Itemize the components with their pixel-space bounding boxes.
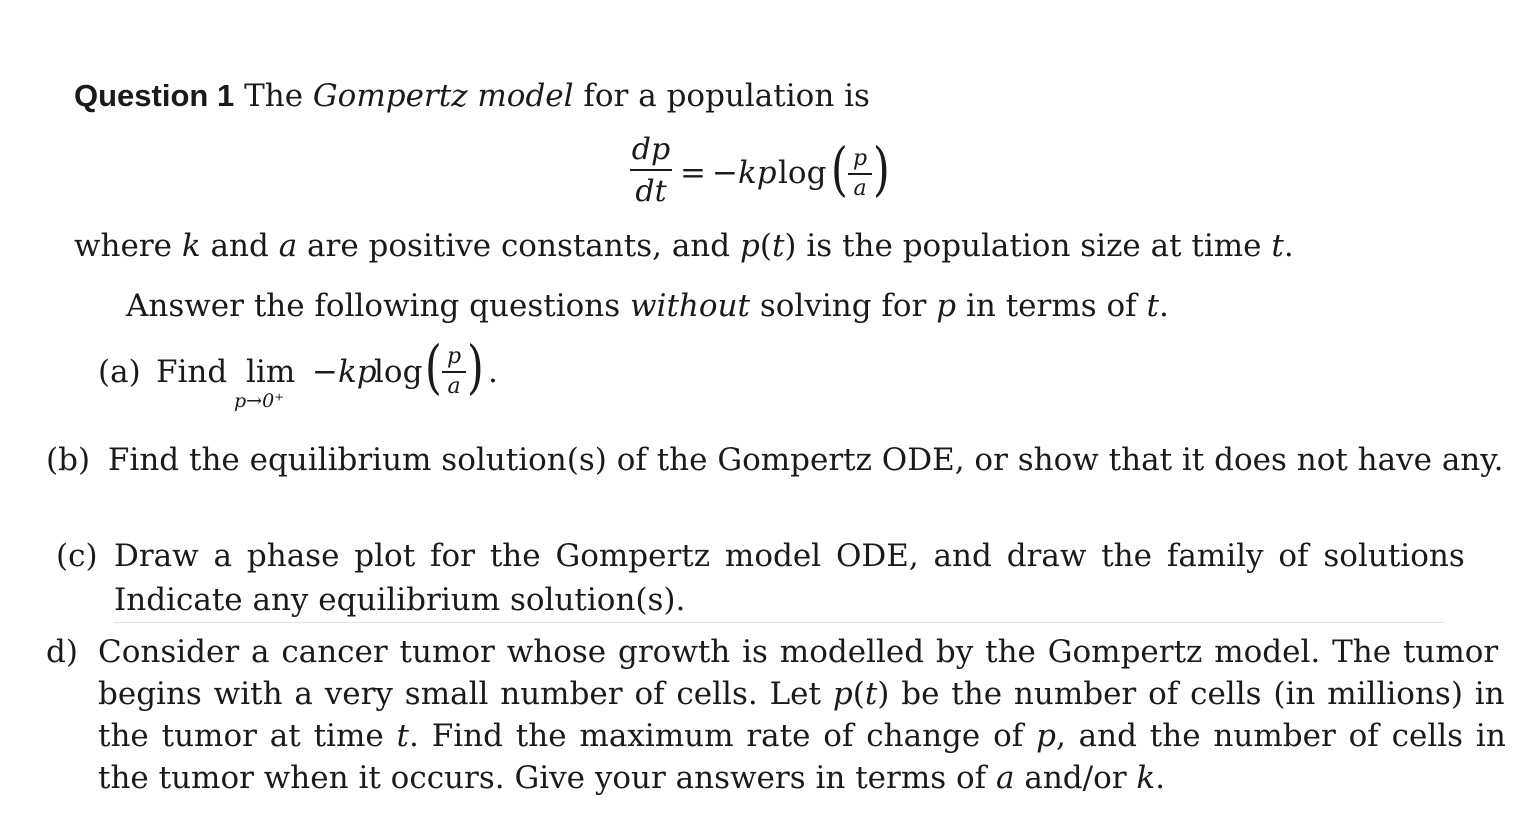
var-t: t [771, 228, 785, 264]
equals-sign: = [680, 155, 706, 191]
var-k: k [181, 228, 201, 264]
part-d-line2 [98, 676, 1505, 712]
population-size-text: is the population size at time [806, 228, 1262, 264]
divider [114, 622, 1444, 623]
part-a-period: . [488, 354, 498, 390]
and-or-text: and/or [1024, 760, 1127, 796]
instruction-text: Answer the following questions [126, 288, 621, 324]
part-d-label: d) [46, 634, 78, 670]
derivative-numerator: dp [631, 132, 671, 167]
part-d-line1: Consider a cancer tumor whose growth is modelled by the Gompertz model. The tumor [98, 634, 1499, 670]
part-d-line4 [98, 760, 1166, 796]
ratio-fraction [848, 148, 872, 200]
where-line [74, 228, 1294, 264]
part-d-line4-text: the tumor when it occurs. Give your answers in terms of [98, 760, 987, 796]
constants-text: are positive constants, and [307, 228, 731, 264]
limit-subscript: p→0⁺ [234, 390, 285, 412]
period: . [1158, 288, 1169, 324]
part-c-line1: Draw a phase plot for the Gompertz model ODE, and draw the family of solutions [114, 538, 1465, 574]
paren-close: ) [784, 228, 797, 264]
part-d-line3-rest: , and the number of cells in [1055, 718, 1506, 754]
part-a-expr: −kp [312, 354, 377, 390]
part-a-bar [442, 371, 466, 373]
p-of-t [740, 228, 797, 264]
paren-open: ( [759, 228, 772, 264]
var-k: k [1136, 760, 1156, 796]
part-d-line3-mid: . Find the maximum rate of change of [409, 718, 1024, 754]
var-t: t [864, 676, 878, 712]
rhs-prefix: −kp [712, 155, 777, 191]
ratio-bar [848, 173, 872, 175]
instruction-line [126, 288, 1169, 324]
var-t: t [1146, 288, 1159, 324]
var-a: a [278, 228, 298, 264]
part-a-right-paren: ) [466, 333, 484, 401]
left-paren: ( [830, 135, 848, 203]
part-a-label: (a) [98, 354, 141, 390]
p-of-t: p(t) [832, 676, 890, 712]
ratio-numerator: p [852, 146, 868, 171]
instruction-text-2: solving for [759, 288, 927, 324]
var-a: a [996, 760, 1015, 796]
part-d-line2-rest: be the number of cells (in millions) in [901, 676, 1505, 712]
var-p: p [1036, 718, 1056, 754]
part-a-numerator: p [446, 344, 462, 369]
and-text: and [210, 228, 269, 264]
var-p: p [739, 228, 760, 264]
limit-operator: lim [246, 354, 296, 390]
instruction-text-3: in terms of [965, 288, 1137, 324]
period: . [1283, 228, 1294, 264]
model-name: Gompertz model [312, 78, 574, 114]
intro-text-before: The [244, 78, 304, 114]
emphasis-without: without [630, 288, 750, 324]
period: . [1155, 760, 1166, 796]
question-heading [74, 80, 870, 112]
part-a-denominator: a [447, 373, 461, 399]
part-a-log: log [374, 354, 423, 390]
part-a-find: Find [156, 354, 228, 390]
var-t: t [396, 718, 410, 754]
part-a-left-paren: ( [424, 333, 442, 401]
part-b [46, 442, 1504, 478]
part-d-line2-text: begins with a very small number of cells. Let [98, 676, 821, 712]
part-b-text: Find the equilibrium solution(s) of the Gompertz ODE, or show that it does not have any. [107, 442, 1504, 478]
var-p: p [832, 676, 853, 712]
part-b-label: (b) [46, 442, 91, 478]
part-d-line3 [98, 718, 1506, 754]
intro-text-after: for a population is [583, 78, 870, 114]
ratio-denominator: a [853, 175, 867, 201]
where-text: where [74, 228, 173, 264]
fraction-bar [630, 169, 672, 171]
part-c-line2: Indicate any equilibrium solution(s). [114, 582, 686, 618]
question-label: Question 1 [74, 78, 235, 113]
derivative-fraction [630, 132, 672, 209]
part-c-label: (c) [56, 538, 98, 574]
var-p: p [936, 288, 957, 324]
derivative-denominator: dt [635, 174, 667, 209]
var-t-end: t [1271, 228, 1284, 264]
log-function: log [778, 155, 827, 191]
right-paren: ) [872, 135, 890, 203]
part-a-fraction [442, 346, 466, 398]
part-d-line3-text: the tumor at time [98, 718, 384, 754]
